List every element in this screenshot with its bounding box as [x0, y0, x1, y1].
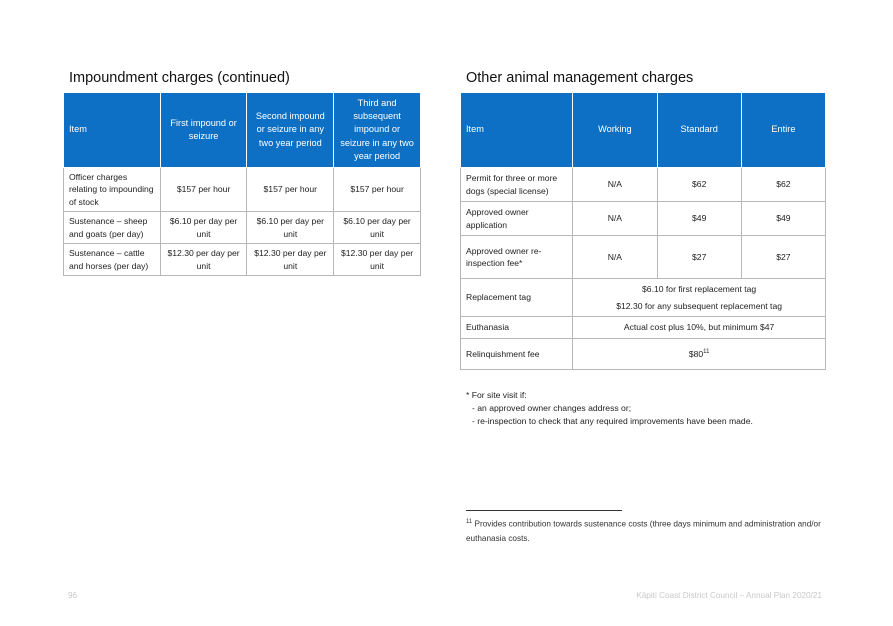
table-cell: $12.30 per day per unit [160, 244, 247, 276]
table-cell: $62 [741, 168, 825, 202]
table-header-row [461, 93, 826, 168]
table-cell: Officer charges relating to impounding of stock [64, 168, 161, 212]
table-row [461, 236, 826, 279]
impoundment-charges-table [63, 92, 421, 276]
table-cell: N/A [573, 202, 657, 236]
table-cell: N/A [573, 236, 657, 279]
animal-management-heading: Other animal management charges [466, 70, 694, 86]
column-header: Item [461, 93, 573, 168]
table-cell: N/A [573, 168, 657, 202]
table-row [64, 212, 421, 244]
table-cell: Replacement tag [461, 279, 573, 317]
table-cell: $27 [657, 236, 741, 279]
table-cell: Permit for three or more dogs (special license) [461, 168, 573, 202]
relinquishment-fee-value: $80 [688, 348, 704, 359]
note-line: - an approved owner changes address or; [472, 402, 632, 413]
table-cell: $12.30 per day per unit [247, 244, 334, 276]
table-row [461, 202, 826, 236]
column-header: Standard [657, 93, 741, 168]
table-cell: $6.10 per day per unit [160, 212, 247, 244]
table-cell: $6.10 per day per unit [334, 212, 421, 244]
table-row [64, 168, 421, 212]
note-line: - re-inspection to check that any required improvements have been made. [472, 415, 753, 426]
site-visit-note [466, 389, 753, 428]
footnote-text: Provides contribution towards sustenance costs (three days minimum and administration and/or euthanasia costs. [466, 519, 821, 544]
replacement-tag-subsequent: $12.30 for any subsequent replacement tag [616, 300, 783, 311]
note-line: * For site visit if: [466, 390, 527, 400]
impoundment-heading: Impoundment charges (continued) [69, 70, 290, 86]
footnote [466, 517, 826, 546]
table-cell: Actual cost plus 10%, but minimum $47 [573, 317, 826, 339]
table-cell: Euthanasia [461, 317, 573, 339]
column-header: Working [573, 93, 657, 168]
table-cell: $157 per hour [247, 168, 334, 212]
column-header: Entire [741, 93, 825, 168]
footnote-reference[interactable]: 11 [703, 348, 710, 355]
table-cell: $49 [741, 202, 825, 236]
table-cell: $157 per hour [334, 168, 421, 212]
animal-management-charges-table [460, 92, 826, 370]
footnote-divider [466, 510, 622, 511]
replacement-tag-first: $6.10 for first replacement tag [642, 284, 757, 295]
table-row [461, 168, 826, 202]
table-cell: $27 [741, 236, 825, 279]
table-row [461, 339, 826, 370]
column-header: Third and subsequent impound or seizure in any two year period [334, 93, 421, 168]
table-cell: $6.10 per day per unit [247, 212, 334, 244]
column-header: Item [64, 93, 161, 168]
table-cell: $49 [657, 202, 741, 236]
table-cell: $157 per hour [160, 168, 247, 212]
footnote-number: 11 [466, 519, 473, 525]
table-cell: Sustenance – sheep and goats (per day) [64, 212, 161, 244]
table-cell: Relinquishment fee [461, 339, 573, 370]
table-cell: Sustenance – cattle and horses (per day) [64, 244, 161, 276]
relinquishment-fee-cell [573, 339, 826, 370]
table-cell: $62 [657, 168, 741, 202]
publication-title: Kāpiti Coast District Council – Annual Plan 2020/21 [636, 591, 822, 600]
table-cell: Approved owner application [461, 202, 573, 236]
table-row [461, 279, 826, 317]
replacement-tag-cell [573, 279, 826, 317]
table-row [64, 244, 421, 276]
column-header: Second impound or seizure in any two year period [247, 93, 334, 168]
table-cell: $12.30 per day per unit [334, 244, 421, 276]
column-header: First impound or seizure [160, 93, 247, 168]
table-row [461, 317, 826, 339]
table-cell: Approved owner re-inspection fee* [461, 236, 573, 279]
table-header-row [64, 93, 421, 168]
page-number: 96 [68, 591, 78, 600]
